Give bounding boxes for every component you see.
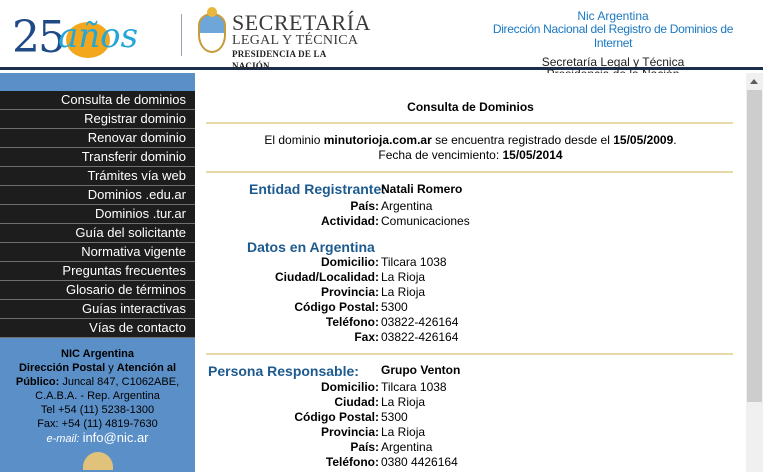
menu-item-transferir[interactable]: Transferir dominio xyxy=(0,148,195,167)
msg-end: . xyxy=(673,133,677,147)
divider xyxy=(206,171,733,173)
header-nic-link[interactable]: Nic Argentina xyxy=(577,9,649,23)
divider xyxy=(206,353,733,355)
expiry-label: Fecha de vencimiento: xyxy=(378,148,503,162)
email-label: e-mail: xyxy=(46,433,80,445)
row-key: Ciudad/Localidad: xyxy=(274,270,379,284)
row-key: Código Postal: xyxy=(294,410,379,424)
entidad-heading: Entidad Registrante: xyxy=(249,181,386,197)
postal-and: y xyxy=(105,362,117,374)
info-row xyxy=(195,214,746,229)
menu-item-renovar[interactable]: Renovar dominio xyxy=(0,129,195,148)
row-key: País: xyxy=(350,440,379,454)
entidad-name: Natali Romero xyxy=(381,182,463,196)
row-value: La Rioja xyxy=(381,425,426,439)
persona-name: Grupo Venton xyxy=(381,363,461,377)
menu-item-normativa[interactable]: Normativa vigente xyxy=(0,243,195,262)
sidebar-top-band xyxy=(0,73,195,91)
row-key: Fax: xyxy=(354,330,379,344)
menu-item-edu[interactable]: Dominios .edu.ar xyxy=(0,186,195,205)
info-row xyxy=(195,425,746,440)
vertical-scrollbar[interactable] xyxy=(746,73,763,472)
page-header xyxy=(0,0,763,70)
header-divider xyxy=(181,14,182,56)
msg-pre: El dominio xyxy=(264,133,324,147)
contact-postal xyxy=(4,361,191,389)
secretaria-line1: SECRETARÍA xyxy=(232,10,371,35)
persona-name-row xyxy=(195,363,746,378)
info-row xyxy=(195,199,746,214)
row-key: Teléfono: xyxy=(325,455,379,469)
divider xyxy=(206,122,733,124)
header-right-text xyxy=(473,10,753,80)
row-key: Provincia: xyxy=(320,285,379,299)
row-value: Tilcara 1038 xyxy=(381,255,447,269)
row-key: Teléfono: xyxy=(325,315,379,329)
msg-mid: se encuentra registrado desde el xyxy=(431,133,614,147)
page-title: Consulta de Dominios xyxy=(407,100,534,114)
row-value: Tilcara 1038 xyxy=(381,380,447,394)
address-line2: C.A.B.A. - Rep. Argentina xyxy=(35,390,160,402)
row-value: 5300 xyxy=(381,410,408,424)
sidebar-menu xyxy=(0,91,195,338)
menu-item-contacto[interactable]: Vías de contacto xyxy=(0,319,195,338)
contact-email xyxy=(4,431,191,446)
row-key: Código Postal: xyxy=(294,300,379,314)
menu-item-preguntas[interactable]: Preguntas frecuentes xyxy=(0,262,195,281)
info-row xyxy=(195,330,746,345)
row-value: 03822-426164 xyxy=(381,315,459,329)
persona-heading: Persona Responsable: xyxy=(208,363,359,379)
menu-item-guias-interactivas[interactable]: Guías interactivas xyxy=(0,300,195,319)
secretaria-line2: LEGAL Y TÉCNICA xyxy=(232,33,359,48)
secretaria-logo[interactable] xyxy=(232,10,371,72)
header-secretaria-text: Secretaría Legal y Técnica xyxy=(541,55,685,69)
info-row xyxy=(195,395,746,410)
info-row xyxy=(195,315,746,330)
sidebar xyxy=(0,73,195,472)
logo-word: años xyxy=(58,16,139,56)
coat-of-arms-icon xyxy=(198,13,226,53)
row-value: La Rioja xyxy=(381,395,426,409)
info-row xyxy=(195,380,746,395)
row-key: País: xyxy=(350,199,379,213)
logo-number: 25 xyxy=(12,12,64,63)
domain-name: minutorioja.com.ar xyxy=(323,133,432,147)
menu-item-tramites[interactable]: Trámites vía web xyxy=(0,167,195,186)
main-content xyxy=(195,73,746,472)
expiry-date: 15/05/2014 xyxy=(502,148,563,162)
row-value: La Rioja xyxy=(381,285,426,299)
row-value: 0380 4426164 xyxy=(381,455,458,469)
menu-item-registrar[interactable]: Registrar dominio xyxy=(0,110,195,129)
row-key: Domicilio: xyxy=(320,255,379,269)
scroll-up-icon[interactable] xyxy=(746,73,763,90)
info-row xyxy=(195,440,746,455)
row-value: Argentina xyxy=(381,199,433,213)
menu-item-guia-solicitante[interactable]: Guía del solicitante xyxy=(0,224,195,243)
seal-icon xyxy=(83,452,113,470)
menu-item-glosario[interactable]: Glosario de términos xyxy=(0,281,195,300)
info-row xyxy=(195,255,746,270)
postal-label-b: Atención al Público: xyxy=(15,362,177,388)
row-key: Ciudad: xyxy=(334,395,379,409)
row-value: 03822-426164 xyxy=(381,330,459,344)
postal-label-a: Dirección Postal xyxy=(18,362,106,374)
contact-fax: Fax: +54 (11) 4819-7630 xyxy=(37,418,158,430)
datos-heading: Datos en Argentina xyxy=(247,239,375,255)
sidebar-contact-info xyxy=(0,338,195,472)
contact-tel: Tel +54 (11) 5238-1300 xyxy=(40,404,155,416)
row-key: Provincia: xyxy=(320,425,379,439)
menu-item-tur[interactable]: Dominios .tur.ar xyxy=(0,205,195,224)
entidad-name-row xyxy=(195,182,746,197)
row-value: La Rioja xyxy=(381,270,426,284)
row-value: 5300 xyxy=(381,300,408,314)
menu-item-consulta[interactable]: Consulta de dominios xyxy=(0,91,195,110)
info-row xyxy=(195,410,746,425)
registered-since: 15/05/2009 xyxy=(613,133,674,147)
info-row xyxy=(195,285,746,300)
header-direccion-link[interactable]: Dirección Nacional del Registro de Dominios de Internet xyxy=(492,22,734,50)
contact-title: NIC Argentina xyxy=(61,348,134,360)
row-value: Comunicaciones xyxy=(381,214,470,228)
address-line1: Juncal 847, C1062ABE, xyxy=(59,376,180,388)
email-link[interactable]: info@nic.ar xyxy=(82,430,149,445)
row-key: Actividad: xyxy=(320,214,379,228)
25-anios-logo[interactable] xyxy=(12,8,139,63)
secretaria-line3: PRESIDENCIA DE LA NACIÓN xyxy=(232,49,326,71)
row-value: Argentina xyxy=(381,440,433,454)
domain-status-message xyxy=(195,133,746,163)
info-row xyxy=(195,270,746,285)
row-key: Domicilio: xyxy=(320,380,379,394)
scrollbar-thumb[interactable] xyxy=(747,90,762,402)
info-row xyxy=(195,300,746,315)
info-row xyxy=(195,455,746,470)
